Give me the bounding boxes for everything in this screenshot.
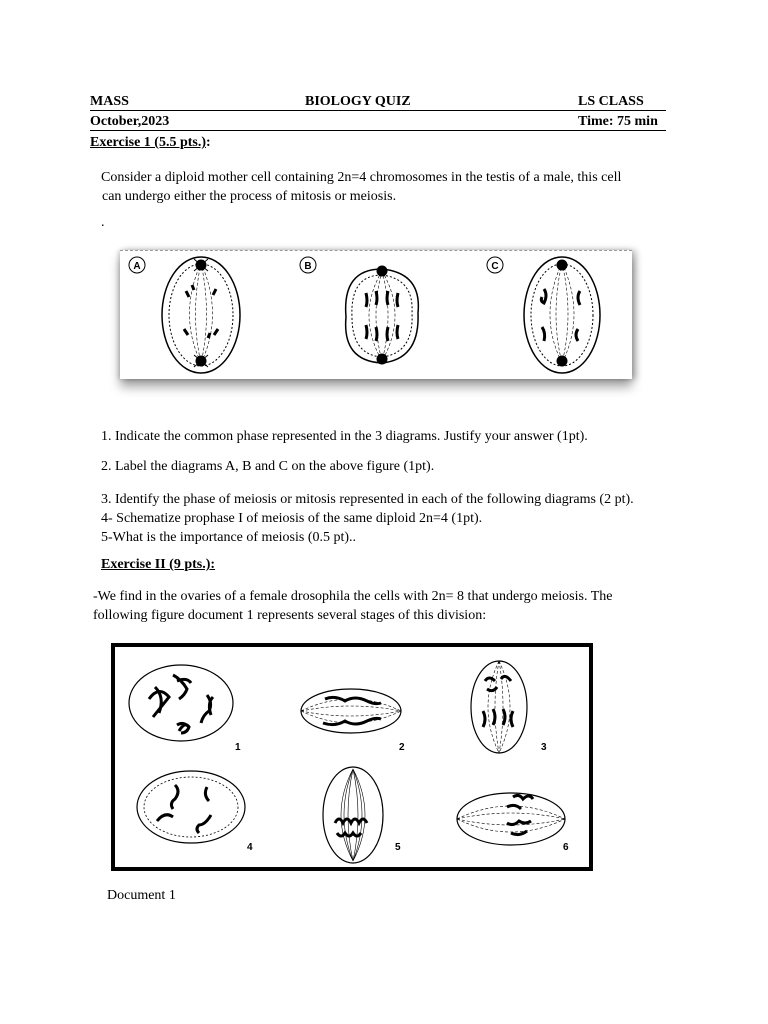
exercise1-heading bbox=[90, 135, 211, 151]
stage-2-drawing bbox=[301, 689, 401, 733]
question-3: 3. Identify the phase of meiosis or mitosis represented in each of the following diagrams (2 pt). bbox=[101, 492, 634, 507]
header-date: October,2023 bbox=[90, 114, 170, 129]
figure-label-a bbox=[129, 257, 145, 273]
header-quiz-title: BIOLOGY QUIZ bbox=[305, 94, 411, 109]
svg-text:C: C bbox=[491, 261, 499, 272]
svg-text:B: B bbox=[304, 261, 312, 272]
header-school: MASS bbox=[90, 94, 129, 109]
exercise1-title: Exercise 1 (5.5 pts.) bbox=[90, 135, 206, 150]
exercise1-dot: . bbox=[101, 215, 105, 230]
stage-2-number: 2 bbox=[399, 742, 405, 753]
stage-5-drawing bbox=[323, 767, 383, 863]
stage-6-drawing bbox=[457, 793, 565, 845]
questions-3-5 bbox=[101, 490, 741, 547]
exercise2-intro-line2: following figure document 1 represents several stages of this division: bbox=[93, 608, 487, 623]
exercise2-intro bbox=[93, 587, 733, 625]
exercise1-intro-line2: can undergo either the process of mitosis or meiosis. bbox=[102, 189, 397, 204]
header-rule-2 bbox=[90, 130, 666, 131]
exercise1-intro-line1: Consider a diploid mother cell containing 2n=4 chromosomes in the testis of a male, this cell bbox=[101, 170, 622, 185]
stage-4-drawing bbox=[137, 771, 245, 843]
stage-3-drawing bbox=[471, 661, 527, 753]
stage-1-drawing bbox=[129, 665, 233, 741]
question-5: 5-What is the importance of meiosis (0.5 pt).. bbox=[101, 530, 357, 545]
exercise1-figure bbox=[120, 250, 632, 379]
cell-a-drawing bbox=[162, 257, 240, 373]
document1-stages-svg bbox=[115, 647, 589, 867]
stage-6-number: 6 bbox=[563, 842, 569, 853]
header-class: LS CLASS bbox=[578, 94, 644, 109]
cell-b-drawing bbox=[346, 266, 419, 364]
svg-text:A: A bbox=[133, 261, 141, 272]
stage-3-number: 3 bbox=[541, 742, 547, 753]
exercise1-intro bbox=[101, 168, 721, 206]
stage-1-number: 1 bbox=[235, 742, 241, 753]
stage-4-number: 4 bbox=[247, 842, 253, 853]
exercise1-cells-svg bbox=[120, 251, 632, 379]
header-time: Time: 75 min bbox=[578, 114, 658, 129]
question-2: 2. Label the diagrams A, B and C on the above figure (1pt). bbox=[101, 459, 435, 474]
exercise2-intro-line1: -We find in the ovaries of a female drosophila the cells with 2n= 8 that undergo meiosis. The bbox=[93, 589, 613, 604]
header-rule-1 bbox=[90, 110, 666, 111]
question-4: 4- Schematize prophase I of meiosis of the same diploid 2n=4 (1pt). bbox=[101, 511, 483, 526]
exercise1-title-colon: : bbox=[206, 135, 211, 150]
figure-label-c bbox=[487, 257, 503, 273]
document1-figure bbox=[111, 643, 593, 871]
question-1: 1. Indicate the common phase represented in the 3 diagrams. Justify your answer (1pt). bbox=[101, 429, 588, 444]
cell-c-drawing bbox=[524, 257, 600, 373]
stage-5-number: 5 bbox=[395, 842, 401, 853]
document1-caption: Document 1 bbox=[107, 888, 176, 903]
exercise2-title: Exercise II (9 pts.): bbox=[101, 557, 216, 572]
figure-label-b bbox=[300, 257, 316, 273]
